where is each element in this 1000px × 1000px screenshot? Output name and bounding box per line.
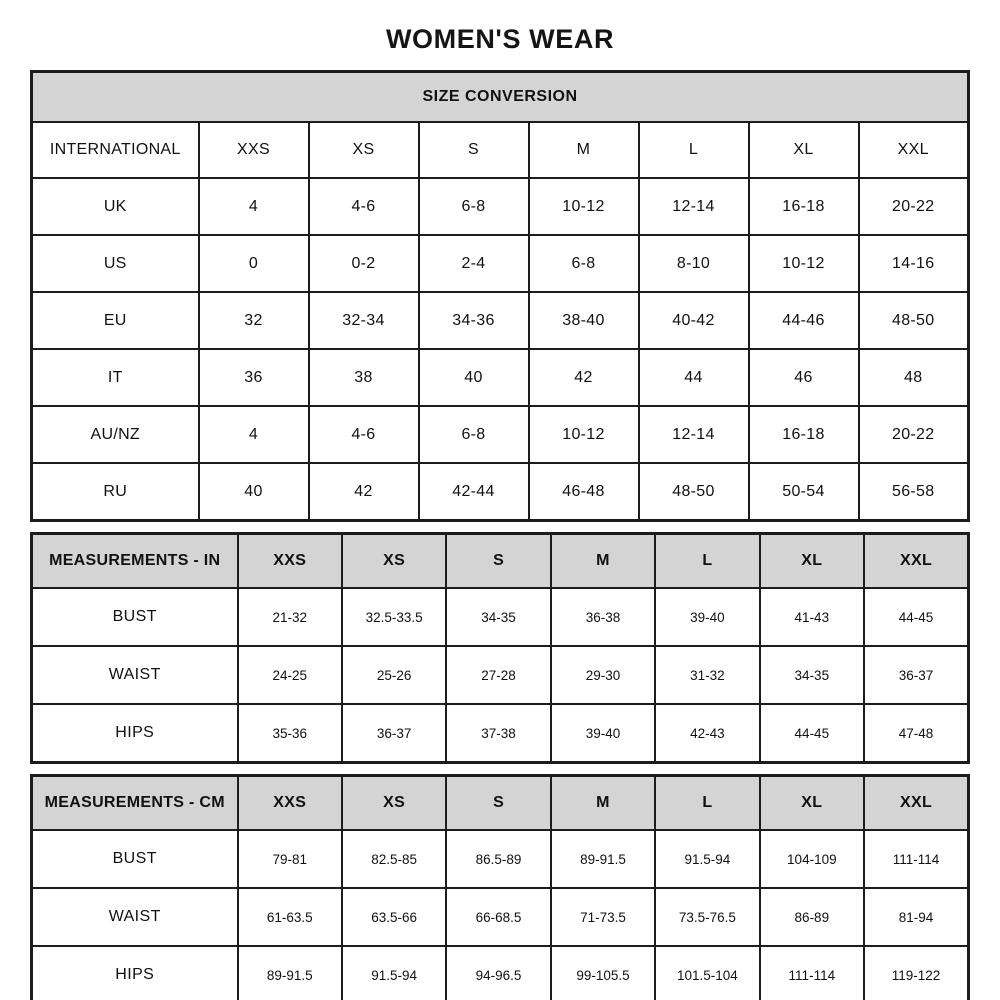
value-cell: 48 bbox=[859, 349, 969, 406]
value-cell: 31-32 bbox=[655, 646, 759, 704]
row-label-cell: US bbox=[32, 235, 199, 292]
value-cell: 32.5-33.5 bbox=[342, 588, 446, 646]
value-cell: 44-46 bbox=[749, 292, 859, 349]
size-header-cell: XS bbox=[309, 122, 419, 178]
value-cell: 38 bbox=[309, 349, 419, 406]
value-cell: 44 bbox=[639, 349, 749, 406]
value-cell: 32 bbox=[199, 292, 309, 349]
value-cell: 39-40 bbox=[655, 588, 759, 646]
size-header-cell: M bbox=[551, 534, 655, 589]
value-cell: 119-122 bbox=[864, 946, 968, 1000]
value-cell: 34-36 bbox=[419, 292, 529, 349]
row-label-cell: AU/NZ bbox=[32, 406, 199, 463]
table-row bbox=[32, 646, 969, 704]
row-label-cell: RU bbox=[32, 463, 199, 521]
row-label-cell: HIPS bbox=[32, 704, 238, 763]
table-row bbox=[32, 463, 969, 521]
row-label-cell: EU bbox=[32, 292, 199, 349]
corner-header-cell: MEASUREMENTS - CM bbox=[32, 776, 238, 831]
value-cell: 40 bbox=[419, 349, 529, 406]
value-cell: 36-38 bbox=[551, 588, 655, 646]
measurements-cm-table bbox=[30, 774, 970, 1000]
value-cell: 40-42 bbox=[639, 292, 749, 349]
value-cell: 2-4 bbox=[419, 235, 529, 292]
value-cell: 8-10 bbox=[639, 235, 749, 292]
value-cell: 44-45 bbox=[760, 704, 864, 763]
value-cell: 40 bbox=[199, 463, 309, 521]
value-cell: 6-8 bbox=[419, 178, 529, 235]
measurements-in-table bbox=[30, 532, 970, 764]
value-cell: 39-40 bbox=[551, 704, 655, 763]
value-cell: 36-37 bbox=[342, 704, 446, 763]
value-cell: 6-8 bbox=[419, 406, 529, 463]
value-cell: 0-2 bbox=[309, 235, 419, 292]
value-cell: 4-6 bbox=[309, 406, 419, 463]
value-cell: 16-18 bbox=[749, 178, 859, 235]
size-header-cell: M bbox=[529, 122, 639, 178]
value-cell: 0 bbox=[199, 235, 309, 292]
value-cell: 29-30 bbox=[551, 646, 655, 704]
value-cell: 21-32 bbox=[238, 588, 342, 646]
row-label-cell: HIPS bbox=[32, 946, 238, 1000]
value-cell: 12-14 bbox=[639, 406, 749, 463]
value-cell: 86.5-89 bbox=[446, 830, 550, 888]
value-cell: 50-54 bbox=[749, 463, 859, 521]
table-row bbox=[32, 235, 969, 292]
value-cell: 89-91.5 bbox=[238, 946, 342, 1000]
value-cell: 81-94 bbox=[864, 888, 968, 946]
value-cell: 111-114 bbox=[760, 946, 864, 1000]
value-cell: 91.5-94 bbox=[655, 830, 759, 888]
size-header-cell: XXS bbox=[238, 534, 342, 589]
value-cell: 46-48 bbox=[529, 463, 639, 521]
value-cell: 99-105.5 bbox=[551, 946, 655, 1000]
value-cell: 104-109 bbox=[760, 830, 864, 888]
row-label-cell: BUST bbox=[32, 830, 238, 888]
table-row bbox=[32, 406, 969, 463]
corner-header-cell: INTERNATIONAL bbox=[32, 122, 199, 178]
value-cell: 34-35 bbox=[760, 646, 864, 704]
value-cell: 14-16 bbox=[859, 235, 969, 292]
size-header-cell: L bbox=[655, 534, 759, 589]
value-cell: 94-96.5 bbox=[446, 946, 550, 1000]
size-header-cell: XL bbox=[760, 776, 864, 831]
size-header-cell: S bbox=[446, 776, 550, 831]
table-row bbox=[32, 349, 969, 406]
value-cell: 12-14 bbox=[639, 178, 749, 235]
size-header-cell: XXS bbox=[238, 776, 342, 831]
value-cell: 20-22 bbox=[859, 406, 969, 463]
value-cell: 36-37 bbox=[864, 646, 968, 704]
value-cell: 73.5-76.5 bbox=[655, 888, 759, 946]
size-header-cell: S bbox=[446, 534, 550, 589]
table-row bbox=[32, 704, 969, 763]
value-cell: 66-68.5 bbox=[446, 888, 550, 946]
value-cell: 36 bbox=[199, 349, 309, 406]
value-cell: 10-12 bbox=[749, 235, 859, 292]
size-header-cell: XXL bbox=[859, 122, 969, 178]
value-cell: 89-91.5 bbox=[551, 830, 655, 888]
value-cell: 27-28 bbox=[446, 646, 550, 704]
value-cell: 56-58 bbox=[859, 463, 969, 521]
table-banner-cell: SIZE CONVERSION bbox=[32, 72, 969, 123]
value-cell: 42 bbox=[529, 349, 639, 406]
value-cell: 86-89 bbox=[760, 888, 864, 946]
value-cell: 48-50 bbox=[859, 292, 969, 349]
page-title: WOMEN'S WEAR bbox=[385, 24, 615, 54]
value-cell: 37-38 bbox=[446, 704, 550, 763]
value-cell: 61-63.5 bbox=[238, 888, 342, 946]
tables-container bbox=[0, 70, 1000, 1000]
value-cell: 48-50 bbox=[639, 463, 749, 521]
size-header-cell: S bbox=[419, 122, 529, 178]
table-header-row bbox=[32, 776, 969, 831]
row-label-cell: UK bbox=[32, 178, 199, 235]
table-row bbox=[32, 588, 969, 646]
value-cell: 16-18 bbox=[749, 406, 859, 463]
value-cell: 25-26 bbox=[342, 646, 446, 704]
table-header-row bbox=[32, 534, 969, 589]
value-cell: 20-22 bbox=[859, 178, 969, 235]
value-cell: 34-35 bbox=[446, 588, 550, 646]
row-label-cell: WAIST bbox=[32, 888, 238, 946]
value-cell: 63.5-66 bbox=[342, 888, 446, 946]
row-label-cell: IT bbox=[32, 349, 199, 406]
table-header-row bbox=[32, 122, 969, 178]
value-cell: 111-114 bbox=[864, 830, 968, 888]
value-cell: 46 bbox=[749, 349, 859, 406]
table-row bbox=[32, 888, 969, 946]
size-header-cell: XL bbox=[760, 534, 864, 589]
value-cell: 42-44 bbox=[419, 463, 529, 521]
size-conversion-table bbox=[30, 70, 970, 522]
size-header-cell: XL bbox=[749, 122, 859, 178]
table-banner-row bbox=[32, 72, 969, 123]
value-cell: 41-43 bbox=[760, 588, 864, 646]
size-header-cell: L bbox=[655, 776, 759, 831]
value-cell: 101.5-104 bbox=[655, 946, 759, 1000]
size-chart-page bbox=[0, 24, 1000, 1000]
value-cell: 6-8 bbox=[529, 235, 639, 292]
value-cell: 4 bbox=[199, 178, 309, 235]
table-row bbox=[32, 830, 969, 888]
size-header-cell: XXL bbox=[864, 534, 968, 589]
value-cell: 35-36 bbox=[238, 704, 342, 763]
size-header-cell: XXS bbox=[199, 122, 309, 178]
value-cell: 38-40 bbox=[529, 292, 639, 349]
value-cell: 4 bbox=[199, 406, 309, 463]
value-cell: 47-48 bbox=[864, 704, 968, 763]
value-cell: 10-12 bbox=[529, 406, 639, 463]
table-row bbox=[32, 292, 969, 349]
size-header-cell: XS bbox=[342, 776, 446, 831]
value-cell: 79-81 bbox=[238, 830, 342, 888]
size-header-cell: XS bbox=[342, 534, 446, 589]
value-cell: 82.5-85 bbox=[342, 830, 446, 888]
size-header-cell: XXL bbox=[864, 776, 968, 831]
row-label-cell: BUST bbox=[32, 588, 238, 646]
value-cell: 32-34 bbox=[309, 292, 419, 349]
table-row bbox=[32, 178, 969, 235]
row-label-cell: WAIST bbox=[32, 646, 238, 704]
value-cell: 24-25 bbox=[238, 646, 342, 704]
value-cell: 42-43 bbox=[655, 704, 759, 763]
value-cell: 91.5-94 bbox=[342, 946, 446, 1000]
value-cell: 4-6 bbox=[309, 178, 419, 235]
size-header-cell: M bbox=[551, 776, 655, 831]
value-cell: 10-12 bbox=[529, 178, 639, 235]
value-cell: 42 bbox=[309, 463, 419, 521]
value-cell: 71-73.5 bbox=[551, 888, 655, 946]
corner-header-cell: MEASUREMENTS - IN bbox=[32, 534, 238, 589]
table-row bbox=[32, 946, 969, 1000]
size-header-cell: L bbox=[639, 122, 749, 178]
value-cell: 44-45 bbox=[864, 588, 968, 646]
